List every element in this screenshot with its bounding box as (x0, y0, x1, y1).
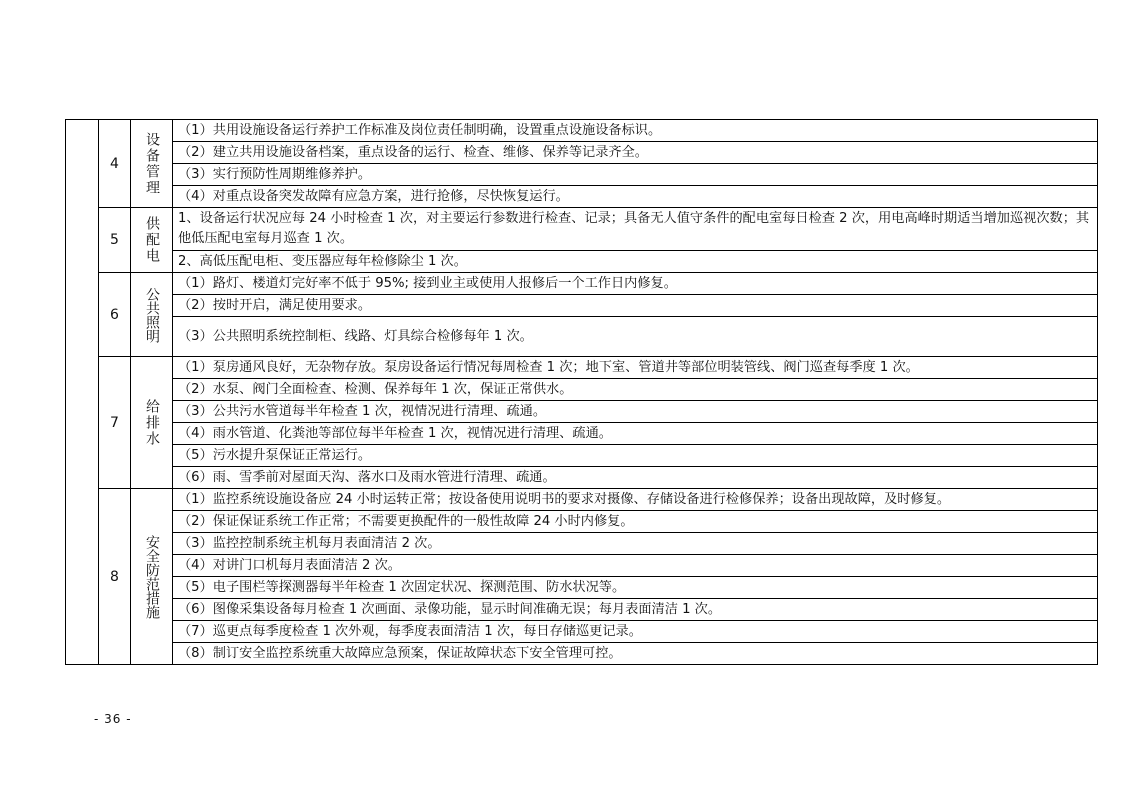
list-item: （8）制订安全监控系统重大故障应急预案，保证故障状态下安全管理可控。 (173, 643, 1098, 665)
table-row (66, 142, 1098, 164)
list-item: （3）监控控制系统主机每月表面清洁 2 次。 (173, 533, 1098, 555)
list-item: （2）水泵、阀门全面检查、检测、保养每年 1 次，保证正常供水。 (173, 379, 1098, 401)
list-item: （2）建立共用设施设备档案，重点设备的运行、检查、维修、保养等记录齐全。 (173, 142, 1098, 164)
table-row (66, 164, 1098, 186)
list-item: （4）对重点设备突发故障有应急方案，进行抢修，尽快恢复运行。 (173, 186, 1098, 208)
page-number: - 36 - (94, 712, 132, 726)
table-row (66, 295, 1098, 317)
list-item: 2、高低压配电柜、变压器应每年检修除尘 1 次。 (173, 251, 1098, 273)
list-item: （4）雨水管道、化粪池等部位每半年检查 1 次，视情况进行清理、疏通。 (173, 423, 1098, 445)
table-row (66, 599, 1098, 621)
service-standards-table (65, 119, 1098, 665)
table-row (66, 533, 1098, 555)
table-row (66, 467, 1098, 489)
list-item: （3）公共照明系统控制柜、线路、灯具综合检修每年 1 次。 (173, 317, 1098, 357)
section-category: 公共照明 (131, 273, 173, 357)
list-item: （1）共用设施设备运行养护工作标准及岗位责任制明确，设置重点设施设备标识。 (173, 120, 1098, 142)
table-row (66, 577, 1098, 599)
table-row (66, 120, 1098, 142)
table-row (66, 401, 1098, 423)
table-row (66, 357, 1098, 379)
table-row (66, 208, 1098, 251)
list-item: （3）公共污水管道每半年检查 1 次，视情况进行清理、疏通。 (173, 401, 1098, 423)
table-row (66, 555, 1098, 577)
list-item: （5）电子围栏等探测器每半年检查 1 次固定状况、探测范围、防水状况等。 (173, 577, 1098, 599)
section-number: 8 (99, 489, 131, 665)
list-item: （1）路灯、楼道灯完好率不低于 95%; 接到业主或使用人报修后一个工作日内修复。 (173, 273, 1098, 295)
section-category: 安全防范措施 (131, 489, 173, 665)
section-category: 供配电 (131, 208, 173, 273)
table-row (66, 186, 1098, 208)
list-item: （1）监控系统设施设备应 24 小时运转正常；按设备使用说明书的要求对摄像、存储设备进行检修保养；设备出现故障，及时修复。 (173, 489, 1098, 511)
section-category: 给排水 (131, 357, 173, 489)
list-item: （2）按时开启，满足使用要求。 (173, 295, 1098, 317)
table-row (66, 445, 1098, 467)
list-item: （1）泵房通风良好，无杂物存放。泵房设备运行情况每周检查 1 次；地下室、管道井等部位明装管线、阀门巡查每季度 1 次。 (173, 357, 1098, 379)
section-category: 设备管理 (131, 120, 173, 208)
list-item: （6）雨、雪季前对屋面天沟、落水口及雨水管进行清理、疏通。 (173, 467, 1098, 489)
section-number: 4 (99, 120, 131, 208)
section-number: 5 (99, 208, 131, 273)
table-row (66, 273, 1098, 295)
table-row (66, 643, 1098, 665)
list-item: （5）污水提升泵保证正常运行。 (173, 445, 1098, 467)
list-item: 1、设备运行状况应每 24 小时检查 1 次，对主要运行参数进行检查、记录；具备无人值守条件的配电室每日检查 2 次，用电高峰时期适当增加巡视次数；其他低压配电室每月巡查 1 次。 (173, 208, 1098, 251)
list-item: （7）巡更点每季度检查 1 次外观，每季度表面清洁 1 次，每日存储巡更记录。 (173, 621, 1098, 643)
list-item: （3）实行预防性周期维修养护。 (173, 164, 1098, 186)
table-row (66, 511, 1098, 533)
table-row (66, 379, 1098, 401)
section-number: 7 (99, 357, 131, 489)
section-number: 6 (99, 273, 131, 357)
list-item: （2）保证保证系统工作正常；不需要更换配件的一般性故障 24 小时内修复。 (173, 511, 1098, 533)
list-item: （4）对讲门口机每月表面清洁 2 次。 (173, 555, 1098, 577)
table-row (66, 489, 1098, 511)
outer-blank-column (66, 120, 99, 665)
table-row (66, 423, 1098, 445)
table-row (66, 317, 1098, 357)
list-item: （6）图像采集设备每月检查 1 次画面、录像功能，显示时间准确无误；每月表面清洁 1 次。 (173, 599, 1098, 621)
table-row (66, 251, 1098, 273)
table-row (66, 621, 1098, 643)
